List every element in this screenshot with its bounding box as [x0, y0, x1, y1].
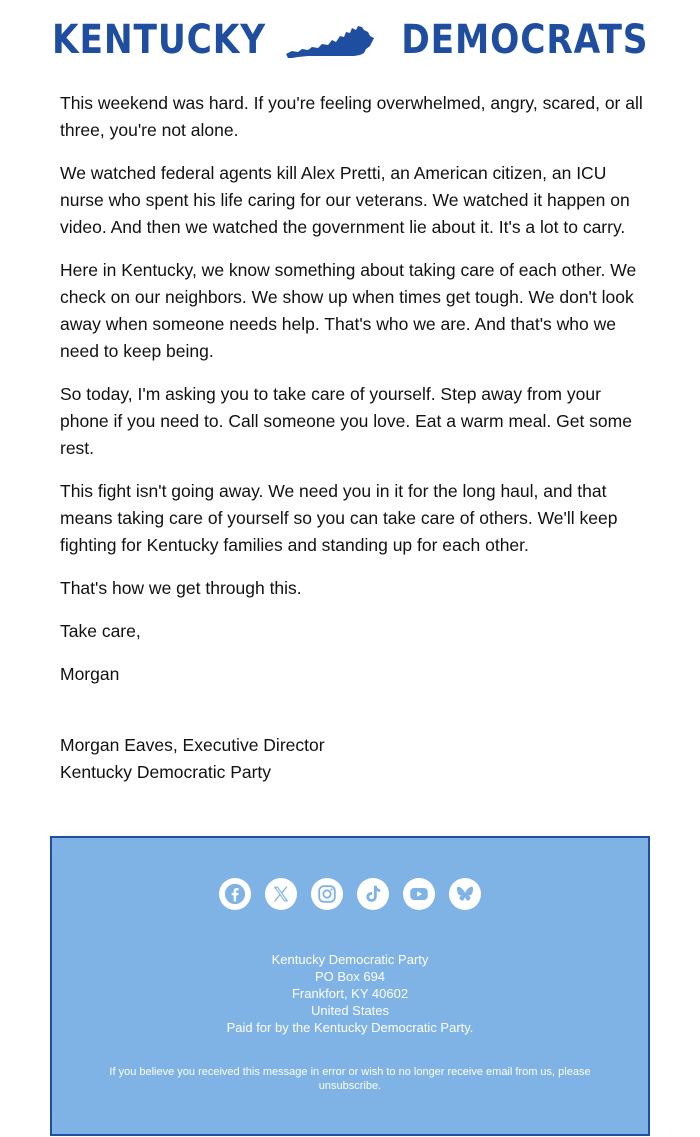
- signature-name-title: Morgan Eaves, Executive Director: [60, 735, 325, 755]
- signature-org: Kentucky Democratic Party: [60, 762, 272, 782]
- signature-block: [60, 732, 645, 786]
- mailing-address: [52, 951, 648, 1036]
- facebook-link[interactable]: [219, 878, 251, 910]
- disclaimer-text: If you believe you received this message in error or wish to no longer receive email from us, please: [109, 1066, 591, 1078]
- logo-word-democrats: DEMOCRATS: [400, 17, 648, 63]
- address-country: United States: [310, 1003, 390, 1018]
- body-paragraph: Here in Kentucky, we know something about taking care of each other. We check on our neighbors. We show up when times get tough. We don't look away when someone needs help. That's who we are. And that's who we need to keep being.: [60, 260, 637, 361]
- disclaimer-end: .: [378, 1080, 382, 1092]
- unsubscribe-disclaimer: [82, 1065, 618, 1093]
- youtube-icon: [408, 883, 430, 905]
- x-icon: [270, 883, 292, 905]
- email-footer: [50, 836, 650, 1136]
- facebook-icon: [224, 883, 246, 905]
- bluesky-icon: [454, 883, 476, 905]
- kentucky-democrats-logo[interactable]: [52, 12, 648, 68]
- tiktok-icon: [362, 883, 384, 905]
- body-paragraph: This weekend was hard. If you're feeling overwhelmed, angry, scared, or all three, you're not alone.: [60, 93, 643, 140]
- kentucky-state-icon: [284, 18, 376, 62]
- bluesky-link[interactable]: [449, 878, 481, 910]
- address-po-box: PO Box 694: [314, 969, 386, 984]
- email-body: [60, 90, 645, 786]
- closing-line: Take care,: [60, 621, 141, 641]
- instagram-icon: [316, 883, 338, 905]
- logo-word-kentucky: KENTUCKY: [52, 17, 267, 63]
- instagram-link[interactable]: [311, 878, 343, 910]
- paid-for-disclaimer: Paid for by the Kentucky Democratic Party.: [226, 1020, 474, 1035]
- body-paragraph: That's how we get through this.: [60, 578, 302, 598]
- body-paragraph: We watched federal agents kill Alex Pretti, an American citizen, an ICU nurse who spent his life caring for our veterans. We watched it happen on video. And then we watched the government lie about it. It's a lot to carry.: [60, 163, 630, 237]
- youtube-link[interactable]: [403, 878, 435, 910]
- signer-first-name: Morgan: [60, 664, 120, 684]
- address-city-state-zip: Frankfort, KY 40602: [291, 986, 409, 1001]
- email-header: [0, 0, 700, 80]
- body-paragraph: This fight isn't going away. We need you in it for the long haul, and that means taking care of yourself so you can take care of others. We'll keep fighting for Kentucky families and standing up for each other.: [60, 481, 618, 555]
- unsubscribe-link[interactable]: unsubscribe: [318, 1080, 379, 1092]
- body-paragraph: So today, I'm asking you to take care of yourself. Step away from your phone if you need to. Call someone you love. Eat a warm meal. Get some rest.: [60, 384, 632, 458]
- social-links: [52, 878, 648, 910]
- address-org: Kentucky Democratic Party: [271, 952, 429, 967]
- x-link[interactable]: [265, 878, 297, 910]
- tiktok-link[interactable]: [357, 878, 389, 910]
